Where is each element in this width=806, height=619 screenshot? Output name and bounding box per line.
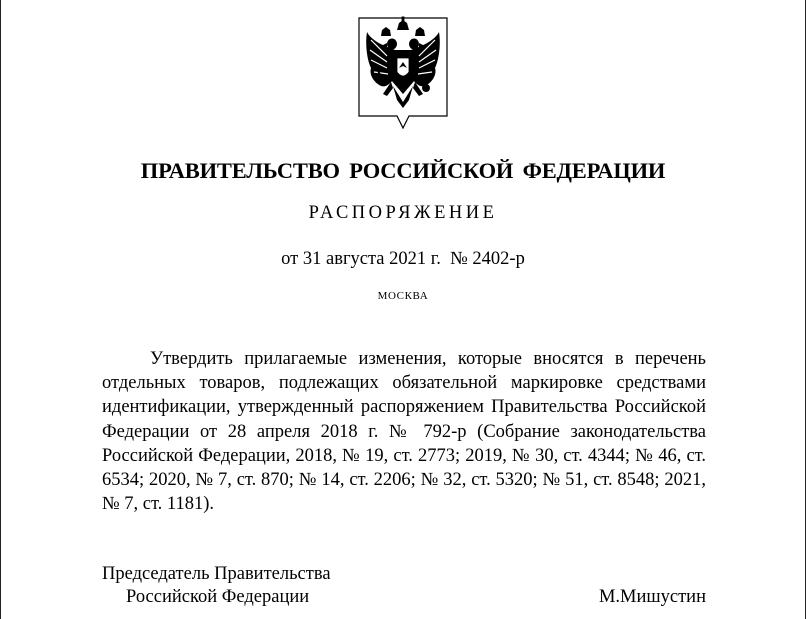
signatory-name: М.Мишустин	[598, 587, 706, 607]
signatory-position	[102, 563, 331, 609]
document-type: РАСПОРЯЖЕНИЕ	[308, 203, 498, 223]
page-border-left	[0, 0, 1, 619]
signatory-position-line2: Российской Федерации	[126, 587, 310, 607]
russian-coat-of-arms-icon	[357, 16, 449, 132]
order-paragraph: Утвердить прилагаемые изменения, которые вносятся в перечень отдельных товаров, подлежащих обязательной маркировке средствами идентификации, утвержденный распоряжением Правительства Российской Федерации от 28 апреля 2018 г. № 792-р (Собрание законодательства Российской Федерации, 2018, № 19, ст. 2773; 2019, № 30, ст. 4344; № 46, ст. 6534; 2020, № 7, ст. 870; № 14, ст. 2206; № 32, ст. 5320; № 51, ст. 8548; 2021, № 7, ст. 1181).	[102, 349, 706, 515]
document-city: МОСКВА	[377, 290, 429, 302]
document-date-number: от 31 августа 2021 г. № 2402-р	[281, 249, 525, 269]
government-title: ПРАВИТЕЛЬСТВО РОССИЙСКОЙ ФЕДЕРАЦИИ	[140, 158, 666, 183]
signatory-position-line1: Председатель Правительства	[102, 564, 331, 584]
